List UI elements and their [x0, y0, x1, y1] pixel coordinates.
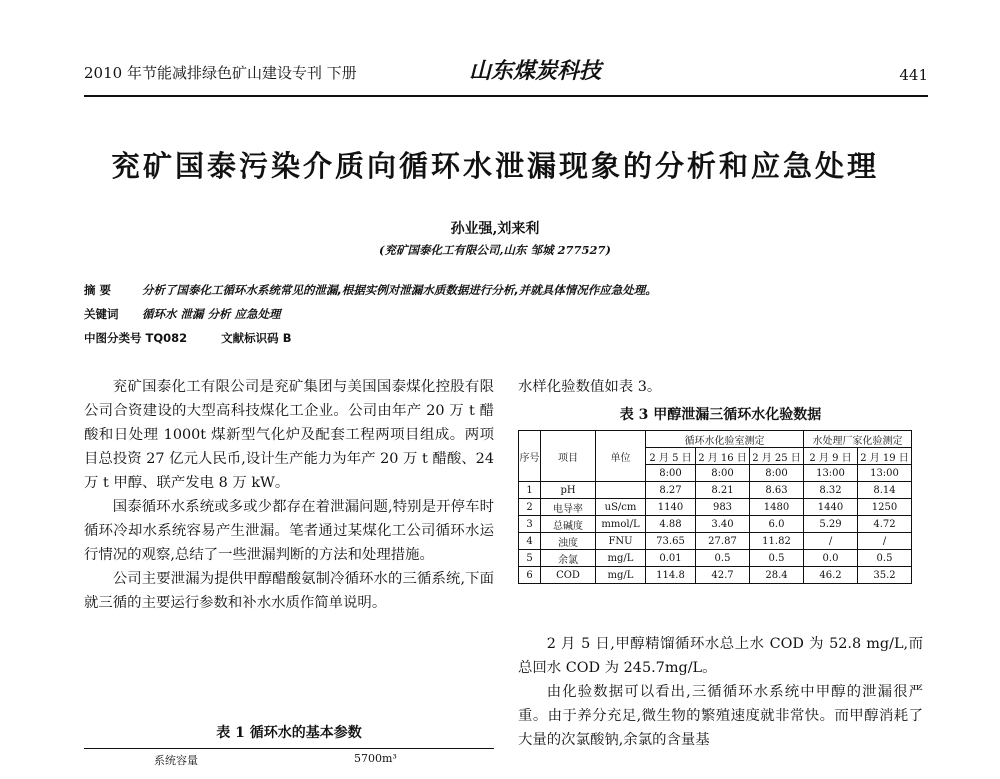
table3-header-unit: 单位 — [596, 431, 646, 482]
table3-date: 2 月 19 日 — [858, 448, 912, 465]
table3-cell: 3.40 — [696, 516, 750, 533]
table3-cell: 4.88 — [646, 516, 696, 533]
table-row — [519, 482, 912, 499]
keywords — [84, 306, 281, 322]
table3-time: 13:00 — [858, 465, 912, 482]
abstract — [84, 282, 657, 298]
table3-cell: COD — [541, 567, 596, 584]
journal-logo: 山东煤炭科技 — [469, 59, 602, 84]
table3-cell: 1140 — [646, 499, 696, 516]
table3-cell: 浊度 — [541, 533, 596, 550]
keywords-text: 循环水 泄漏 分析 应急处理 — [142, 307, 281, 321]
table-row — [519, 550, 912, 567]
clc-code: TQ082 — [145, 331, 188, 345]
table3-cell: / — [858, 533, 912, 550]
doc-code-label: 文献标识码 — [221, 331, 279, 345]
table1 — [84, 748, 494, 779]
right-column-text — [518, 632, 923, 752]
table3-cell: 42.7 — [696, 567, 750, 584]
table3-header-item: 项目 — [541, 431, 596, 482]
paragraph-1: 兖矿国泰化工有限公司是兖矿集团与美国国泰煤化控股有限公司合资建设的大型高科技煤化工企业。公司由年产 20 万 t 醋酸和日处理 1000t 煤新型气化炉及配套工程两项目组成。两项目总投资 27 亿元人民币,设计生产能力为年产 20 万 t 醋酸、24 万 t 甲醇、联产发电 8 万 kW。 — [84, 379, 494, 491]
table3-cell: 4.72 — [858, 516, 912, 533]
table3-date: 2 月 25 日 — [750, 448, 804, 465]
table3-cell: 27.87 — [696, 533, 750, 550]
table1-row-label: 系统容量 — [154, 754, 198, 767]
table3-header-group2: 水处理厂家化验测定 — [804, 431, 912, 448]
table3-cell: 1 — [519, 482, 541, 499]
paragraph-5: 由化验数据可以看出,三循循环水系统中甲醇的泄漏很严重。由于养分充足,微生物的繁殖速度就非常快。而甲醇消耗了大量的次氯酸钠,余氯的含量基 — [518, 684, 923, 748]
table3-date: 2 月 5 日 — [646, 448, 696, 465]
table3-intro: 水样化验数值如表 3。 — [518, 379, 662, 395]
table3-cell: 8.14 — [858, 482, 912, 499]
doc-code: B — [282, 331, 292, 345]
table3-cell — [596, 482, 646, 499]
header-rule — [84, 95, 928, 97]
clc-label: 中图分类号 — [84, 331, 142, 345]
table3-cell: 6 — [519, 567, 541, 584]
page-number: 441 — [899, 66, 928, 84]
table3-cell: 8.21 — [696, 482, 750, 499]
table3-cell: 114.8 — [646, 567, 696, 584]
paragraph-4: 2 月 5 日,甲醇精馏循环水总上水 COD 为 52.8 mg/L,而总回水 COD 为 245.7mg/L。 — [518, 636, 923, 676]
table-row — [519, 567, 912, 584]
table3-wrapper — [518, 430, 912, 584]
table3-header-group1: 循环水化验室测定 — [646, 431, 804, 448]
table3-cell: 0.5 — [696, 550, 750, 567]
table3-time: 8:00 — [696, 465, 750, 482]
keywords-label: 关键词 — [84, 307, 119, 321]
table3 — [518, 430, 912, 584]
table3-cell: 0.5 — [750, 550, 804, 567]
table3-time: 8:00 — [646, 465, 696, 482]
table3-cell: 8.32 — [804, 482, 858, 499]
table3-cell: 1480 — [750, 499, 804, 516]
table3-header-seq: 序号 — [519, 431, 541, 482]
table3-date: 2 月 16 日 — [696, 448, 750, 465]
journal-series: 2010 年节能减排绿色矿山建设专刊 下册 — [84, 64, 357, 82]
table3-cell: 6.0 — [750, 516, 804, 533]
table3-cell: mg/L — [596, 550, 646, 567]
table3-cell: 2 — [519, 499, 541, 516]
table1-caption: 表 1 循环水的基本参数 — [216, 725, 362, 741]
table-row — [519, 533, 912, 550]
table3-cell: 余氯 — [541, 550, 596, 567]
abstract-text: 分析了国泰化工循环水系统常见的泄漏,根据实例对泄漏水质数据进行分析,并就具体情况作应急处理。 — [142, 283, 657, 297]
table-row — [519, 499, 912, 516]
table3-cell: 8.27 — [646, 482, 696, 499]
table3-cell: 电导率 — [541, 499, 596, 516]
abstract-label: 摘 要 — [84, 283, 112, 297]
table3-cell: 5.29 — [804, 516, 858, 533]
table3-time: 13:00 — [804, 465, 858, 482]
table3-cell: 5 — [519, 550, 541, 567]
classification — [84, 330, 291, 346]
article-title: 兖矿国泰污染介质向循环水泄漏现象的分析和应急处理 — [110, 149, 879, 183]
left-column — [84, 375, 494, 615]
table3-cell: 0.01 — [646, 550, 696, 567]
table3-cell: 35.2 — [858, 567, 912, 584]
table3-cell: uS/cm — [596, 499, 646, 516]
table3-cell: 46.2 — [804, 567, 858, 584]
affiliation: (兖矿国泰化工有限公司,山东 邹城 277527) — [379, 243, 611, 257]
table3-cell: 28.4 — [750, 567, 804, 584]
table3-cell: 0.5 — [858, 550, 912, 567]
table1-row-value: 5700m³ — [354, 752, 397, 765]
table3-cell: 3 — [519, 516, 541, 533]
table3-cell: FNU — [596, 533, 646, 550]
table3-cell: 73.65 — [646, 533, 696, 550]
table3-cell: pH — [541, 482, 596, 499]
table-row — [519, 516, 912, 533]
table3-cell: 总碱度 — [541, 516, 596, 533]
table3-caption: 表 3 甲醇泄漏三循环水化验数据 — [619, 407, 822, 423]
running-header — [84, 56, 928, 86]
table3-cell: mg/L — [596, 567, 646, 584]
table3-cell: 983 — [696, 499, 750, 516]
table3-cell: 1250 — [858, 499, 912, 516]
paragraph-3: 公司主要泄漏为提供甲醇醋酸氨制冷循环水的三循系统,下面就三循的主要运行参数和补水水质作简单说明。 — [84, 571, 494, 611]
table3-cell: 1440 — [804, 499, 858, 516]
table3-cell: / — [804, 533, 858, 550]
authors: 孙业强,刘来利 — [450, 221, 540, 237]
table3-cell: 8.63 — [750, 482, 804, 499]
table3-cell: 0.0 — [804, 550, 858, 567]
table3-cell: 11.82 — [750, 533, 804, 550]
table3-cell: 4 — [519, 533, 541, 550]
table3-time: 8:00 — [750, 465, 804, 482]
table3-date: 2 月 9 日 — [804, 448, 858, 465]
paragraph-2: 国泰循环水系统或多或少都存在着泄漏问题,特别是开停车时循环冷却水系统容易产生泄漏。笔者通过某煤化工公司循环水运行情况的观察,总结了一些泄漏判断的方法和处理措施。 — [84, 499, 494, 563]
table3-cell: mmol/L — [596, 516, 646, 533]
